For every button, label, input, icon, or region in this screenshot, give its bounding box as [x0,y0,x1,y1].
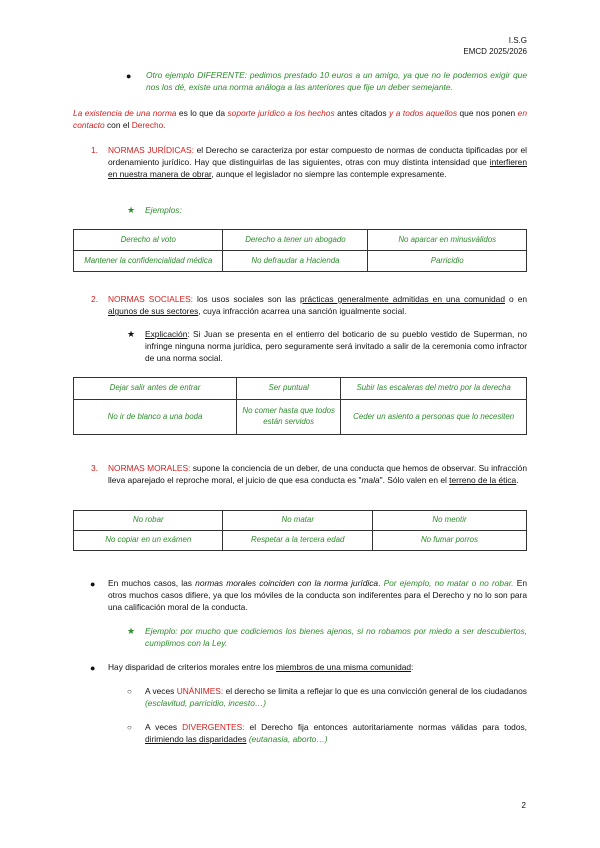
sub-1-text: UNÁNIMES: [176,686,224,696]
bullet-2-text: : [411,662,414,672]
section-2-title: NORMAS SOCIALES: [108,294,194,304]
bullet-1-text: En muchos casos, las [108,578,196,588]
bullet-1-example: Ejemplo: por mucho que codiciemos los bienes ajenos, si no robamos por miedo a ser descubiertos, cumplimos con la Ley. [145,626,527,649]
bullet-icon: ● [90,663,96,673]
existencia-part: con el [104,120,132,131]
table-cell: Ser puntual [237,378,341,400]
section-1-text: interfieren en nuestra manera de obrar [108,157,527,180]
header-initials: I.S.G [508,36,527,45]
existencia-part: y a todos aquellos [389,108,458,118]
section-1-table [73,229,527,272]
header-course: EMCD 2025/2026 [463,46,527,56]
circle-bullet-icon: ○ [127,687,132,696]
sub-2-text: (eutanasia, aborto…) [248,734,328,745]
table-row [74,400,527,435]
section-3-text: terreno de la ética [449,475,517,486]
morales-juridica-paragraph [108,577,527,614]
section-1-ejemplos-label: Ejemplos: [145,205,182,215]
existencia-part: es lo que da [176,108,228,118]
existencia-part: La existencia de una norma [73,108,177,118]
section-3-paragraph [108,462,527,486]
unanimes-paragraph [145,685,527,709]
table-row [74,230,527,251]
bullet-1-text: normas morales coinciden con la norma jurídica [195,578,379,588]
explanation-text: : Si Juan se presenta en el entierro del boticario de su pueblo vestido de Superman, no infringe ninguna norma jurídica, pero seguramente será invitado a salir de la ceremonia como infractor de una norma social. [145,329,527,364]
section-2-text: , cuya infracción acarrea una sanción igualmente social. [198,306,407,317]
table-cell: Subir las escaleras del metro por la derecha [341,378,527,400]
bullet-1-text: . [378,578,384,588]
star-icon: ★ [127,205,136,215]
table-cell: Derecho a tener un abogado [223,230,368,251]
table-row [74,531,527,551]
table-row [74,511,527,531]
existencia-part: soporte jurídico a los hechos [227,108,335,118]
sub-1-text: A veces [145,686,177,696]
table-cell: Parricidio [368,251,527,272]
table-cell: No ir de blanco a una boda [74,400,237,435]
bullet-2-text: Hay disparidad de criterios morales entre los [108,662,277,672]
page-number: 2 [521,801,526,810]
section-1-number: 1. [91,145,98,155]
table-cell: No fumar porros [372,531,526,551]
existencia-part: en contacto [73,108,527,131]
section-2-text: o en [504,294,528,304]
section-3-text: . [516,475,519,486]
circle-bullet-icon: ○ [127,723,132,732]
section-2-table [73,377,527,435]
sub-2-text: DIVERGENTES: [182,722,245,732]
section-1-title: NORMAS JURÍDICAS: [108,145,194,155]
section-3-table [73,510,527,551]
table-cell: No copiar en un exámen [74,531,223,551]
table-cell: Respetar a la tercera edad [223,531,372,551]
section-3-text: mala [361,475,380,486]
star-icon: ★ [127,329,136,339]
table-cell: No matar [223,511,372,531]
section-3-text: ". Sólo valen en el [379,475,450,486]
divergentes-paragraph [145,721,527,745]
bullet-icon: ● [126,71,132,81]
table-cell: No mentir [372,511,526,531]
section-3-title: NORMAS MORALES: [108,463,191,473]
sub-1-text: el derecho se limita a reflejar lo que es una convicción general de los ciudadanos [223,686,527,696]
page-header [463,36,527,58]
explanation-label: Explicación [145,329,188,339]
disparidad-paragraph [108,661,527,673]
section-3-text: supone la conciencia de un deber, de una conducta que hemos de observar. Su infracción lleva aparejado el reproche moral, el juicio de que esa conducta es " [108,463,528,486]
table-cell: No aparcar en minusválidos [368,230,527,251]
table-row [74,251,527,272]
bullet-1-text: Por ejemplo, no matar o no robar. [383,578,514,588]
table-cell: No defraudar a Hacienda [223,251,368,272]
section-2-text: prácticas generalmente admitidas en una comunidad [300,294,505,304]
table-cell: No robar [74,511,223,531]
section-2-text: algunos de sus sectores [108,306,199,317]
sub-2-text: A veces [145,722,183,732]
star-icon: ★ [127,626,136,636]
bullet-icon: ● [90,579,96,589]
intro-bullet-text: Otro ejemplo DIFERENTE: pedimos prestado 10 euros a un amigo, ya que no le podemos exigir que nos los dé, existe una norma análoga a las anteriores que fije un deber semejante. [146,70,527,93]
bullet-2-text: miembros de una misma comunidad [276,662,412,672]
section-2-paragraph [108,293,527,317]
section-2-number: 2. [91,294,98,304]
table-cell: No comer hasta que todos están servidos [237,400,341,435]
table-row [74,378,527,400]
sub-1-text: (esclavitud, parricidio, incesto…) [145,698,267,709]
sub-2-text: dirimiendo las disparidades [145,734,247,745]
section-3-number: 3. [91,463,98,473]
section-1-text: el Derecho se caracteriza por estar compuesto de normas de conducta tipificadas por el ordenamiento jurídico. Hay que distinguirlas de las siguientes, otras con muy distinta intensidad que [108,145,527,168]
section-2-text: los usos sociales son las [193,294,301,304]
existencia-part: antes citados [334,108,390,118]
bullet-1-text: En otros muchos casos difiere, ya que los móviles de la conducta son indiferentes para el Derecho y no lo son para una calificación moral de la conducta. [108,578,527,613]
table-cell: Dejar salir antes de entrar [74,378,237,400]
existencia-part: Derecho. [131,120,166,131]
section-1-text: , aunque el legislador no siempre las contemple expresamente. [211,169,447,180]
section-1-paragraph [108,144,527,181]
section-2-explanation [145,328,527,365]
sub-2-text: el Derecho fija entonces autoritariamente normas válidas para todos, [244,722,527,732]
table-cell: Ceder un asiento a personas que lo necesiten [341,400,527,435]
table-cell: Derecho al voto [74,230,223,251]
existencia-paragraph [73,107,527,131]
existencia-part: que nos ponen [457,108,518,118]
table-cell: Mantener la confidencialidad médica [74,251,223,272]
